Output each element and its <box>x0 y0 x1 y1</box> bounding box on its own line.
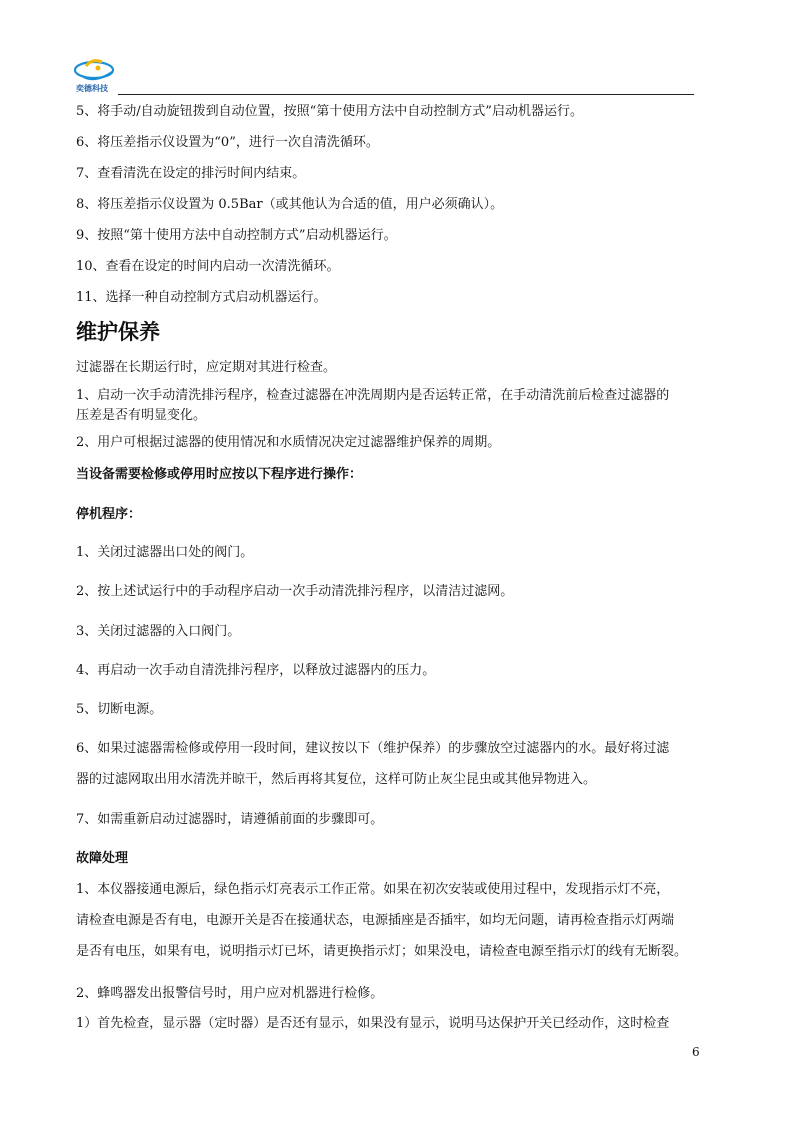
text-line: 7、查看清洗在设定的排污时间内结束。 <box>76 166 306 181</box>
logo-text: 奕德科技 <box>76 84 108 93</box>
section-heading-shutdown: 停机程序： <box>76 507 142 522</box>
text-line: 2、按上述试运行中的手动程序启动一次手动清洗排污程序，以清洁过滤网。 <box>76 584 514 599</box>
text-line: 5、将手动/自动旋钮拨到自动位置，按照“第十使用方法中自动控制方式”启动机器运行。 <box>76 104 583 119</box>
shutdown-intro: 当设备需要检修或停用时应按以下程序进行操作： <box>76 467 363 482</box>
text-line: 器的过滤网取出用水清洗并晾干，然后再将其复位，这样可防止灰尘昆虫或其他异物进入。 <box>76 772 597 787</box>
text-line: 请检查电源是否有电，电源开关是否在接通状态，电源插座是否插牢，如均无问题，请再检查指示灯两端 <box>76 913 675 928</box>
text-line: 6、如果过滤器需检修或停用一段时间，建议按以下（维护保养）的步骤放空过滤器内的水。最好将过滤 <box>76 741 670 756</box>
text-line: 11、选择一种自动控制方式启动机器运行。 <box>76 290 327 305</box>
text-line: 过滤器在长期运行时，应定期对其进行检查。 <box>76 360 337 375</box>
text-line: 4、再启动一次手动自清洗排污程序，以释放过滤器内的压力。 <box>76 663 436 678</box>
section-heading-fault: 故障处理 <box>76 851 129 866</box>
text-line: 2、蜂鸣器发出报警信号时，用户应对机器进行检修。 <box>76 986 384 1001</box>
text-line: 8、将压差指示仪设置为 0.5Bar（或其他认为合适的值，用户必须确认）。 <box>76 197 504 212</box>
section-heading-maintenance: 维护保养 <box>76 320 160 344</box>
text-line: 1、启动一次手动清洗排污程序，检查过滤器在冲洗周期内是否运转正常，在手动清洗前后检查过滤器的 <box>76 388 670 403</box>
header-rule <box>118 94 694 95</box>
text-line: 9、按照“第十使用方法中自动控制方式”启动机器运行。 <box>76 228 397 243</box>
text-line: 1、本仪器接通电源后，绿色指示灯亮表示工作正常。如果在初次安装或使用过程中，发现指示灯不亮， <box>76 882 670 897</box>
text-line: 3、关闭过滤器的入口阀门。 <box>76 624 241 639</box>
page-number: 6 <box>692 1045 700 1059</box>
text-line: 10、查看在设定的时间内启动一次清洗循环。 <box>76 259 340 274</box>
text-line: 1、关闭过滤器出口处的阀门。 <box>76 545 254 560</box>
text-line: 压差是否有明显变化。 <box>76 408 207 423</box>
text-line: 7、如需重新启动过滤器时，请遵循前面的步骤即可。 <box>76 812 384 827</box>
text-line: 6、将压差指示仪设置为“0”，进行一次自清洗循环。 <box>76 135 379 150</box>
text-line: 1）首先检查，显示器（定时器）是否还有显示，如果没有显示，说明马达保护开关已经动作，这时检查 <box>76 1016 670 1031</box>
text-line: 2、用户可根据过滤器的使用情况和水质情况决定过滤器维护保养的周期。 <box>76 435 501 450</box>
text-line: 5、切断电源。 <box>76 702 163 717</box>
text-line: 是否有电压，如果有电，说明指示灯已坏，请更换指示灯；如果没电，请检查电源至指示灯的线有无断裂。 <box>76 944 688 959</box>
